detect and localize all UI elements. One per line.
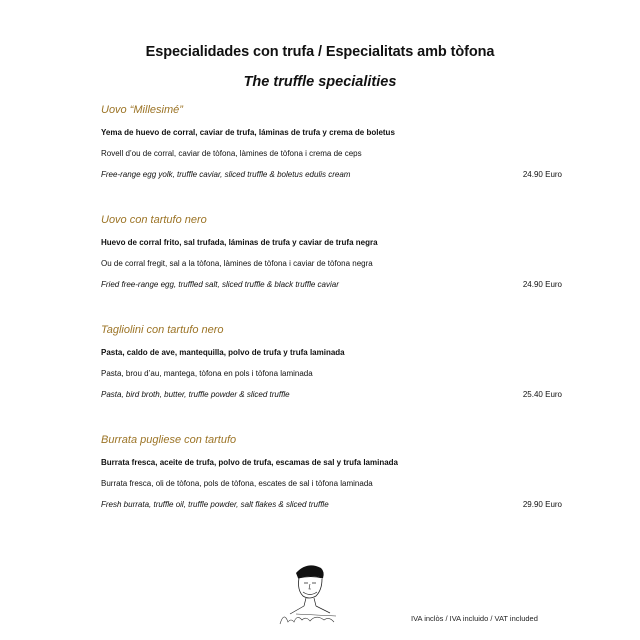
dish-price: 24.90 Euro (522, 170, 562, 179)
dish-price: 24.90 Euro (522, 280, 562, 289)
page-title: Especialidades con trufa / Especialitats amb tòfona (145, 44, 495, 60)
page-subtitle: The truffle specialities (243, 74, 397, 90)
dish-item (0, 434, 640, 530)
dish-name: Uovo con tartufo nero (101, 214, 207, 226)
dish-price: 25.40 Euro (522, 390, 562, 399)
dish-description-ca: Ou de corral fregit, sal a la tòfona, làmines de tòfona i caviar de tòfona negra (101, 259, 373, 268)
tax-note: IVA inclòs / IVA incluido / VAT included (411, 614, 538, 623)
chef-portrait-sketch-icon (266, 556, 356, 628)
dish-description-es: Burrata fresca, aceite de trufa, polvo de trufa, escamas de sal y trufa laminada (101, 458, 399, 467)
dish-name: Uovo “Millesimé” (101, 104, 183, 116)
dish-price: 29.90 Euro (522, 500, 562, 509)
dish-description-en: Fried free-range egg, truffled salt, sliced truffle & black truffle caviar (101, 280, 339, 289)
dish-name: Burrata pugliese con tartufo (101, 434, 237, 446)
dish-description-es: Yema de huevo de corral, caviar de trufa, láminas de trufa y crema de boletus (101, 128, 395, 137)
dish-description-ca: Rovell d’ou de corral, caviar de tòfona, làmines de tòfona i crema de ceps (101, 149, 362, 158)
dish-description-es: Pasta, caldo de ave, mantequilla, polvo de trufa y trufa laminada (101, 348, 345, 357)
dish-item (0, 324, 640, 420)
dish-description-ca: Burrata fresca, oli de tòfona, pols de tòfona, escates de sal i tòfona laminada (101, 479, 373, 488)
dish-description-en: Fresh burrata, truffle oil, truffle powder, salt flakes & sliced truffle (101, 500, 329, 509)
dish-name: Tagliolini con tartufo nero (101, 324, 224, 336)
dish-description-ca: Pasta, brou d’au, mantega, tòfona en pols i tòfona laminada (101, 369, 313, 378)
dish-description-en: Pasta, bird broth, butter, truffle powder & sliced truffle (101, 390, 290, 399)
dish-description-en: Free-range egg yolk, truffle caviar, sliced truffle & boletus edulis cream (101, 170, 351, 179)
dish-description-es: Huevo de corral frito, sal trufada, láminas de trufa y caviar de trufa negra (101, 238, 378, 247)
dish-item (0, 214, 640, 310)
dish-item (0, 104, 640, 200)
